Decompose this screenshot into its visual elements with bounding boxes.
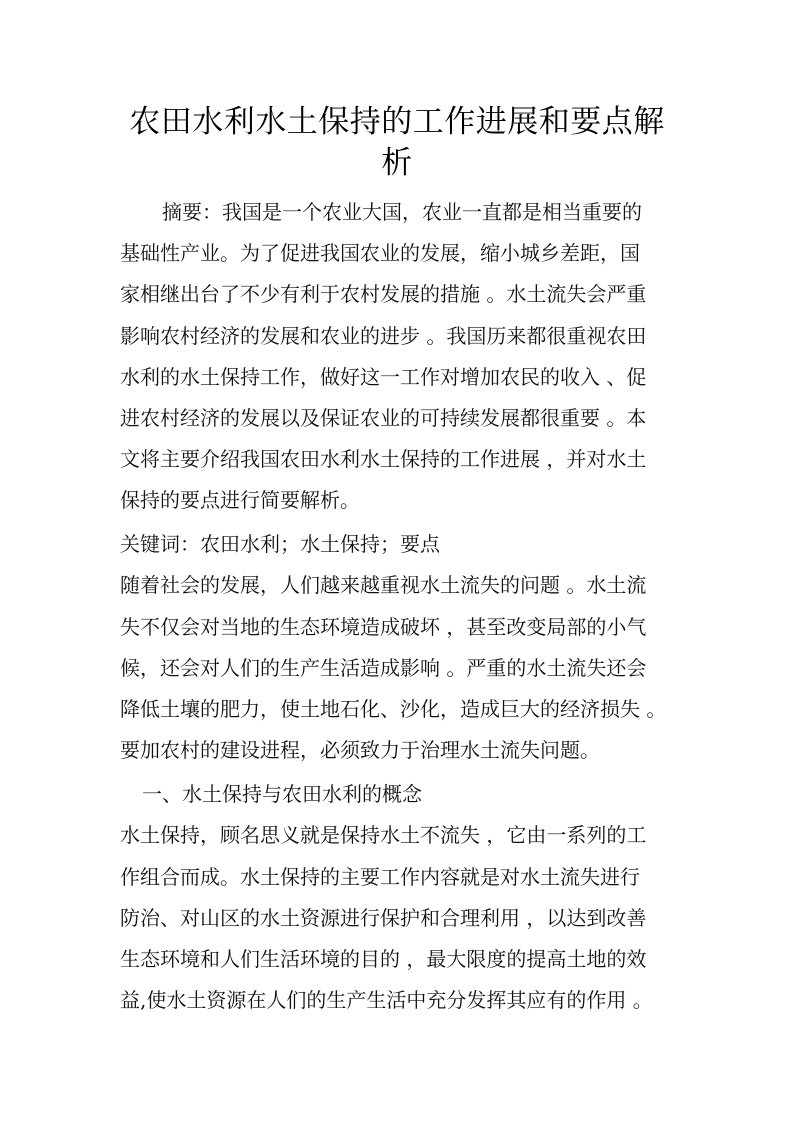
body-line: 随着社会的发展，人们越来越重视水土流失的问题 。水土流	[120, 573, 647, 597]
abstract-line: 家相继出台了不少有利于农村发展的措施 。水土流失会严重	[120, 282, 647, 306]
body-line: 防治、对山区的水土资源进行保护和合理利用 ，以达到改善	[120, 906, 647, 930]
document-title-line-2: 析	[381, 145, 413, 181]
body-line: 候，还会对人们的生产生活造成影响 。严重的水土流失还会	[120, 656, 647, 680]
keywords-line: 关键词：农田水利；水土保持；要点	[120, 532, 440, 556]
abstract-line: 进农村经济的发展以及保证农业的可持续发展都很重要 。本	[120, 406, 647, 430]
abstract-line: 影响农村经济的发展和农业的进步 。我国历来都很重视农田	[120, 324, 647, 348]
abstract-line: 基础性产业。为了促进我国农业的发展，缩小城乡差距，国	[120, 241, 640, 265]
section-heading: 一、水土保持与农田水利的概念	[142, 782, 422, 806]
body-line: 降低土壤的肥力，使土地石化、沙化，造成巨大的经济损失 。	[120, 697, 667, 721]
body-line: 失不仅会对当地的生态环境造成破坏 ，甚至改变局部的小气	[120, 615, 647, 639]
document-title-line-1: 农田水利水土保持的工作进展和要点解	[129, 104, 665, 140]
body-line: 要加农村的建设进程，必须致力于治理水土流失问题。	[120, 738, 600, 762]
body-line: 益,使水土资源在人们的生产生活中充分发挥其应有的作用 。	[120, 988, 653, 1012]
abstract-line: 文将主要介绍我国农田水利水土保持的工作进展 ，并对水土	[120, 447, 647, 471]
body-line: 水土保持，顾名思义就是保持水土不流失 ，它由一系列的工	[120, 823, 647, 847]
abstract-line: 水利的水土保持工作，做好这一工作对增加农民的收入 、促	[120, 365, 647, 389]
body-line: 生态环境和人们生活环境的目的 ，最大限度的提高土地的效	[120, 947, 647, 971]
abstract-line: 保持的要点进行简要解析。	[120, 488, 360, 512]
body-line: 作组合而成。水土保持的主要工作内容就是对水土流失进行	[120, 865, 640, 889]
abstract-line: 摘要：我国是一个农业大国，农业一直都是相当重要的	[162, 200, 642, 224]
